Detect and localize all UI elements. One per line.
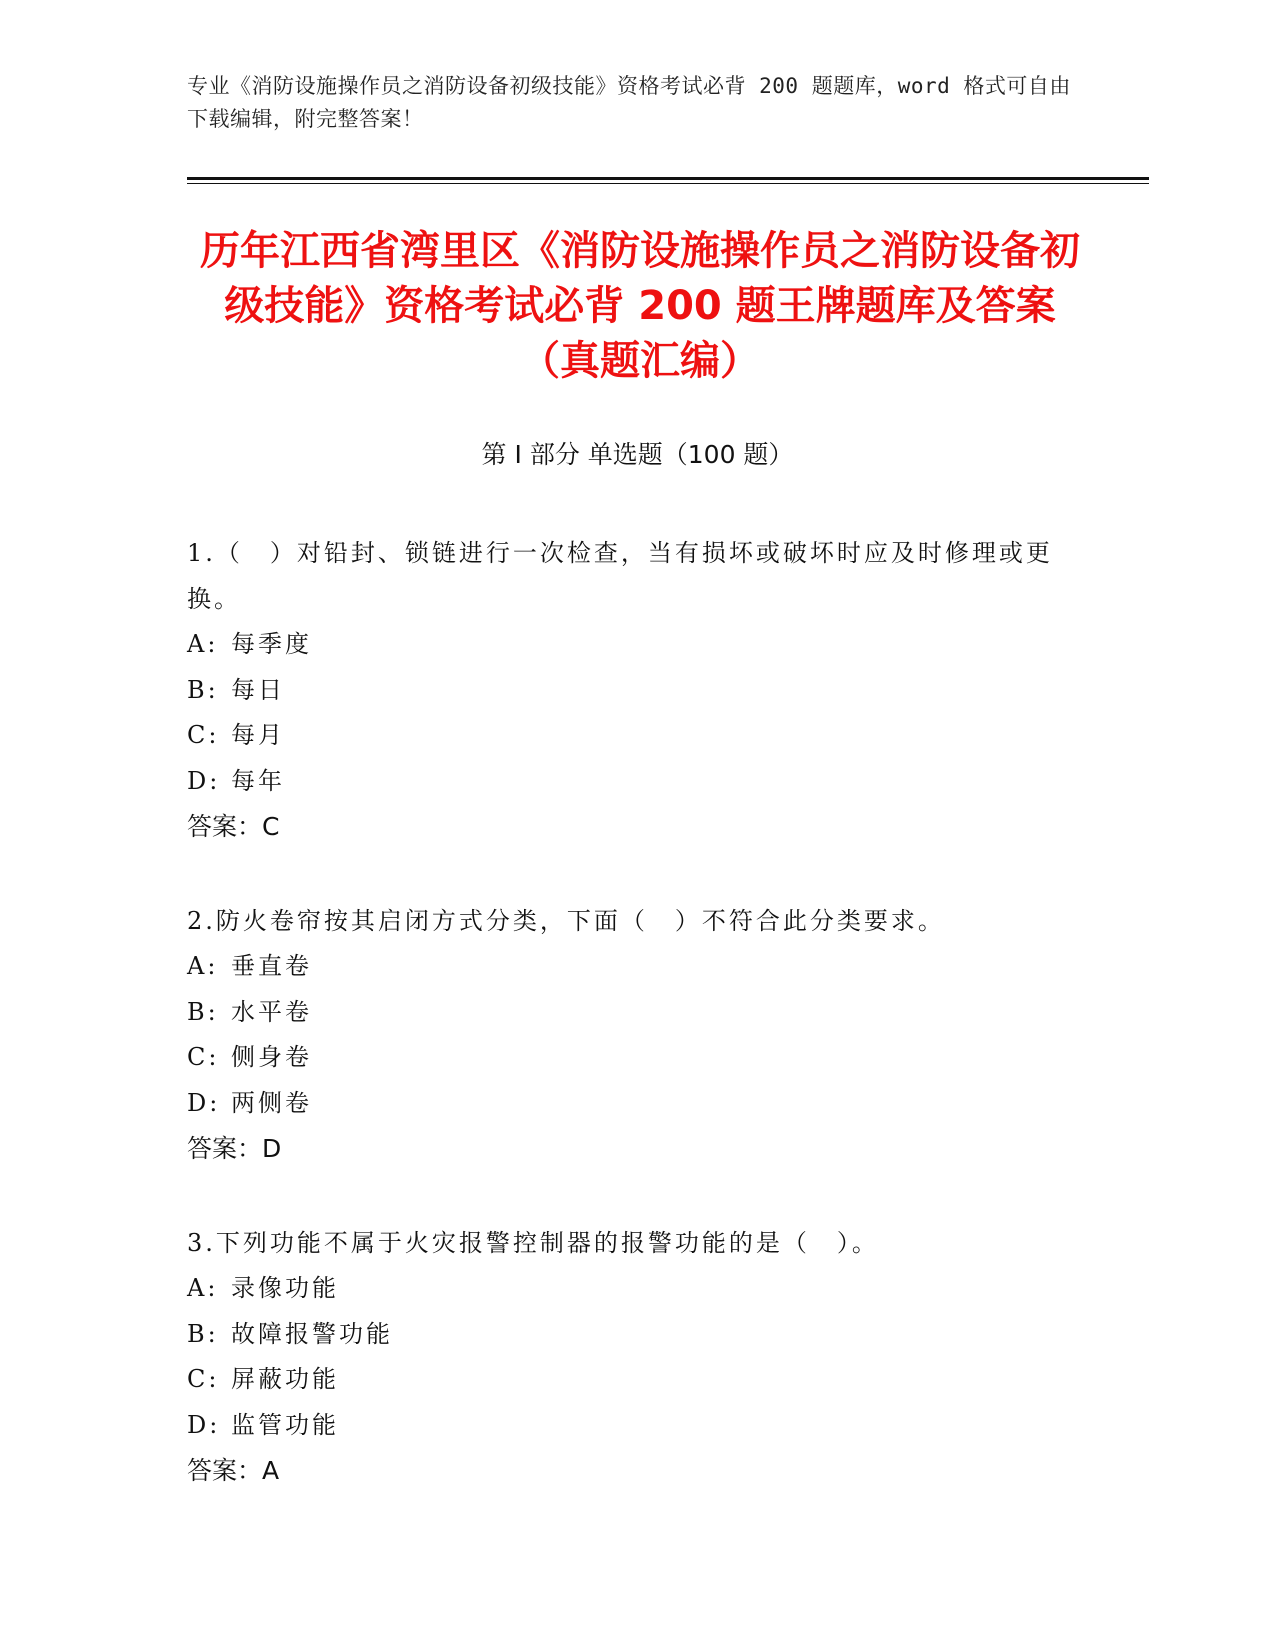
option-letter: A: xyxy=(187,952,219,980)
answer-line: 答案：D xyxy=(187,1134,282,1163)
option-d xyxy=(187,1403,1077,1449)
option-c xyxy=(187,1357,1077,1403)
option-letter: B: xyxy=(187,1319,219,1348)
option-text: 每季度 xyxy=(231,630,312,658)
option-text: 屏蔽功能 xyxy=(231,1365,339,1393)
option-text: 监管功能 xyxy=(231,1410,339,1439)
option-a xyxy=(187,944,1077,990)
question-3 xyxy=(187,1220,1077,1494)
option-c xyxy=(187,1035,1077,1081)
option-text: 每月 xyxy=(231,721,285,749)
option-b xyxy=(187,990,1077,1036)
option-letter: D: xyxy=(187,766,221,795)
header-note: 专业《消防设施操作员之消防设备初级技能》资格考试必背 200 题题库，word 格式可自由下载编辑，附完整答案！ xyxy=(187,74,1071,131)
answer-line: 答案：C xyxy=(187,812,280,841)
option-text: 垂直卷 xyxy=(231,952,312,980)
header-divider-thick xyxy=(187,177,1149,180)
option-d xyxy=(187,759,1077,805)
option-text: 每年 xyxy=(231,766,285,795)
option-letter: A: xyxy=(187,1274,219,1302)
option-text: 故障报警功能 xyxy=(231,1319,393,1348)
option-text: 每日 xyxy=(231,675,285,704)
option-letter: B: xyxy=(187,675,219,704)
option-letter: C: xyxy=(187,1365,220,1393)
question-list xyxy=(187,530,1077,1542)
option-text: 录像功能 xyxy=(231,1274,339,1302)
question-stem: 1.（ ）对铅封、锁链进行一次检查，当有损坏或破坏时应及时修理或更换。 xyxy=(187,539,1053,613)
document-title: 历年江西省湾里区《消防设施操作员之消防设备初级技能》资格考试必背 200 题王牌题库及答案（真题汇编） xyxy=(200,228,1080,384)
option-b xyxy=(187,1312,1077,1358)
option-d xyxy=(187,1081,1077,1127)
question-stem: 2.防火卷帘按其启闭方式分类，下面（ ）不符合此分类要求。 xyxy=(187,907,945,935)
question-stem: 3.下列功能不属于火灾报警控制器的报警功能的是（ ）。 xyxy=(187,1229,879,1257)
option-c xyxy=(187,713,1077,759)
option-letter: C: xyxy=(187,721,220,749)
section-title: 第 I 部分 单选题（100 题） xyxy=(481,440,794,469)
option-text: 水平卷 xyxy=(231,997,312,1026)
option-a xyxy=(187,1266,1077,1312)
option-a xyxy=(187,622,1077,668)
option-letter: D: xyxy=(187,1088,221,1117)
answer-line: 答案：A xyxy=(187,1456,280,1485)
question-1 xyxy=(187,530,1077,850)
option-letter: D: xyxy=(187,1410,221,1439)
question-2 xyxy=(187,898,1077,1172)
option-letter: B: xyxy=(187,997,219,1026)
header-divider-thin xyxy=(187,183,1149,184)
option-text: 两侧卷 xyxy=(231,1088,312,1117)
option-text: 侧身卷 xyxy=(231,1043,312,1071)
option-b xyxy=(187,668,1077,714)
option-letter: C: xyxy=(187,1043,220,1071)
option-letter: A: xyxy=(187,630,219,658)
